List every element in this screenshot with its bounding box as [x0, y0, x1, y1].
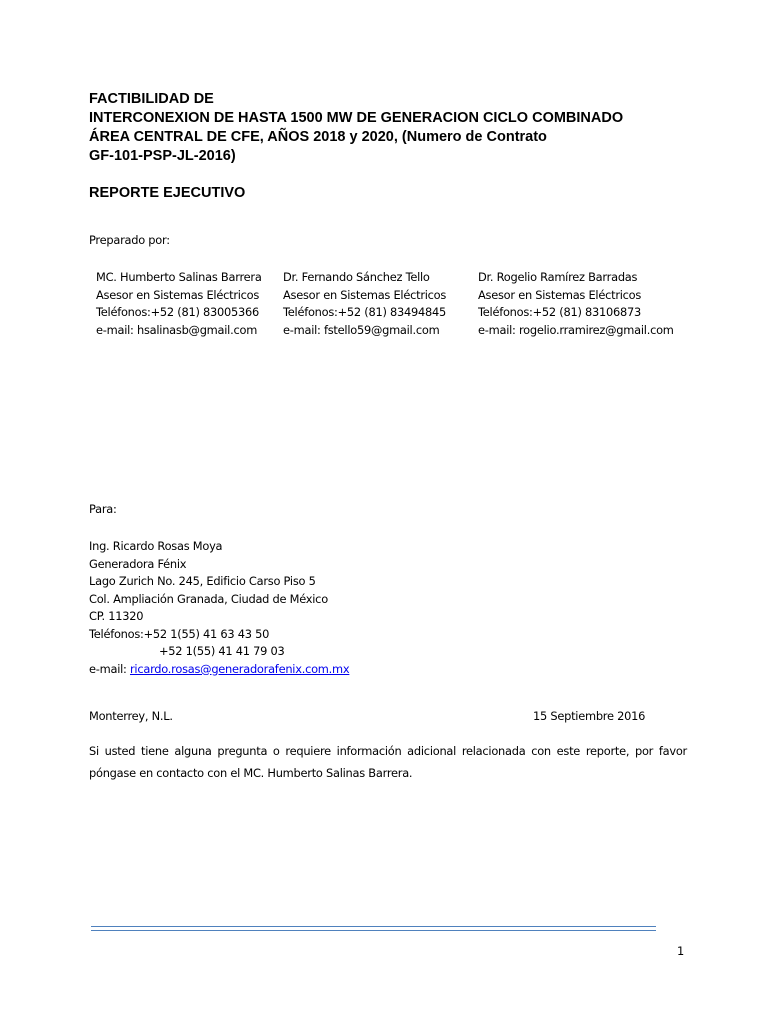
author-role: Asesor en Sistemas Eléctricos [478, 287, 642, 302]
title-line-1: FACTIBILIDAD DE [89, 91, 214, 107]
author-phone: Teléfonos:+52 (81) 83106873 [478, 305, 642, 319]
author-email: e-mail: hsalinasb@gmail.com [96, 322, 258, 337]
recipient-address-line-2: Col. Ampliación Granada, Ciudad de México [89, 591, 328, 606]
recipient-email-line [89, 661, 349, 679]
date-text: 15 Septiembre 2016 [533, 709, 646, 723]
place-text: Monterrey, N.L. [89, 709, 173, 723]
document-subtitle: REPORTE EJECUTIVO [89, 185, 246, 201]
author-email: e-mail: rogelio.rramirez@gmail.com [478, 322, 674, 337]
recipient-label: Para: [89, 502, 117, 516]
recipient-address-line-1: Lago Zurich No. 245, Edificio Carso Piso 5 [89, 574, 316, 588]
document-title [89, 90, 689, 166]
author-phone: Teléfonos:+52 (81) 83494845 [283, 305, 447, 319]
author-role: Asesor en Sistemas Eléctricos [96, 287, 260, 302]
note-line-1: Si usted tiene alguna pregunta o requiere información adicional relacionada con este reporte, por favor [89, 744, 687, 758]
authors-block [0, 269, 768, 344]
contact-note [89, 740, 687, 784]
note-line-2: póngase en contacto con el MC. Humberto Salinas Barrera. [89, 766, 413, 780]
recipient-name: Ing. Ricardo Rosas Moya [89, 539, 223, 553]
title-line-4: GF-101-PSP-JL-2016) [89, 148, 236, 164]
footer-rule-line [91, 926, 656, 927]
footer-rule-line [91, 930, 656, 931]
author-card [283, 269, 446, 339]
author-card [478, 269, 678, 339]
author-name: Dr. Fernando Sánchez Tello [283, 270, 430, 284]
recipient-postal-code: CP. 11320 [89, 609, 144, 623]
author-phone: Teléfonos:+52 (81) 83005366 [96, 305, 260, 319]
author-name: MC. Humberto Salinas Barrera [96, 270, 262, 284]
title-line-2: INTERCONEXION DE HASTA 1500 MW DE GENERACION CICLO COMBINADO [89, 110, 624, 126]
author-email: e-mail: fstello59@gmail.com [283, 322, 440, 337]
recipient-email-prefix: e-mail: [89, 661, 130, 676]
footer-rule [91, 926, 656, 932]
recipient-block [89, 538, 349, 678]
author-card [96, 269, 262, 339]
author-name: Dr. Rogelio Ramírez Barradas [478, 270, 638, 284]
title-line-3: ÁREA CENTRAL DE CFE, AÑOS 2018 y 2020, (Numero de Contrato [89, 129, 547, 145]
recipient-company: Generadora Fénix [89, 556, 187, 571]
author-role: Asesor en Sistemas Eléctricos [283, 287, 447, 302]
recipient-phone-2: +52 1(55) 41 41 79 03 [159, 644, 285, 658]
prepared-by-label: Preparado por: [89, 233, 170, 247]
recipient-email-link[interactable]: ricardo.rosas@generadorafenix.com.mx [129, 661, 350, 676]
recipient-phone-1: Teléfonos:+52 1(55) 41 63 43 50 [89, 626, 270, 641]
page-number: 1 [677, 944, 685, 958]
